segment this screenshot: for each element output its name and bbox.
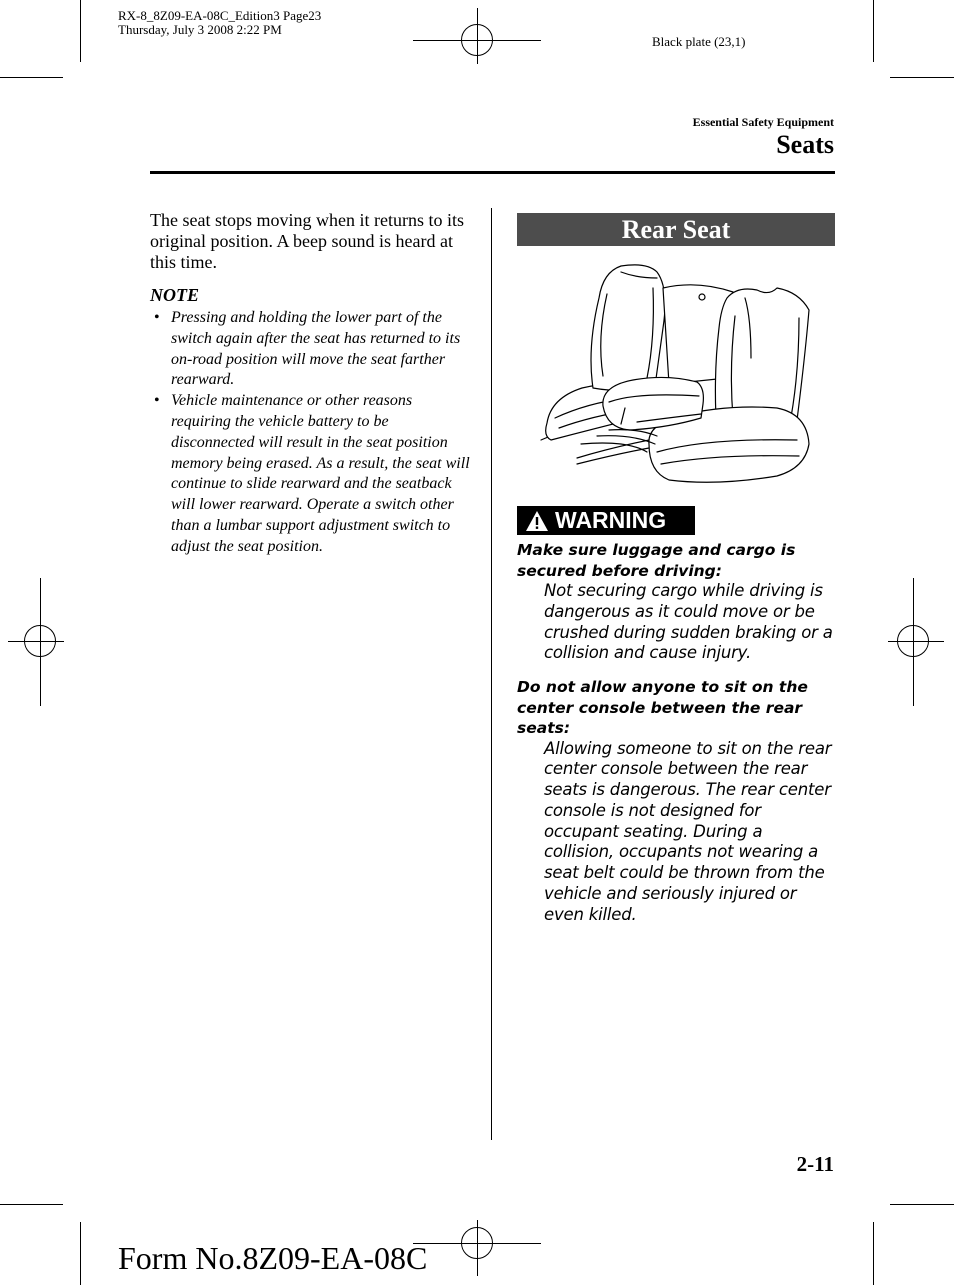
print-file-line: RX-8_8Z09-EA-08C_Edition3 Page23	[118, 8, 322, 23]
warning-triangle-icon	[525, 510, 549, 532]
warning-label: WARNING	[555, 507, 667, 533]
warning-item	[517, 677, 837, 926]
print-date-line: Thursday, July 3 2008 2:22 PM	[118, 22, 282, 37]
warning-title: Do not allow anyone to sit on the center console between the rear seats:	[517, 678, 808, 737]
page-number: 2-11	[796, 1152, 834, 1176]
rear-seat-illustration	[537, 258, 813, 494]
note-heading: NOTE	[150, 285, 199, 305]
warning-item	[517, 540, 837, 664]
plate-label: Black plate (23,1)	[652, 34, 746, 49]
left-column	[150, 210, 470, 558]
crop-mark	[80, 1222, 81, 1285]
crop-mark	[873, 0, 874, 62]
crop-mark	[873, 1222, 874, 1285]
crop-mark	[890, 77, 954, 78]
note-list	[150, 308, 470, 558]
crop-mark	[80, 0, 81, 62]
section-label: Essential Safety Equipment	[692, 115, 834, 129]
page-title: Seats	[776, 130, 834, 159]
crop-mark	[890, 1204, 954, 1205]
list-item: • Vehicle maintenance or other reasons requiring the vehicle battery to be disconnected will result in the seat position memory being erased. As a result, the seat will continue to slide rearward and the seatback will lower rearward. Operate a switch other than a lumbar support adjustment switch to adjust the seat position.	[150, 391, 470, 557]
form-number: Form No.8Z09-EA-08C	[118, 1240, 428, 1276]
warning-title: Make sure luggage and cargo is secured before driving:	[517, 541, 796, 580]
warning-text: Not securing cargo while driving is dangerous as it could move or be crushed during sudden braking or a collision and cause injury.	[544, 581, 833, 663]
warning-badge	[517, 506, 695, 535]
column-divider	[491, 208, 492, 1140]
intro-paragraph: The seat stops moving when it returns to its original position. A beep sound is heard at this time.	[150, 210, 464, 272]
header-rule	[150, 171, 835, 174]
section-heading: Rear Seat	[517, 213, 835, 246]
warning-text: Allowing someone to sit on the rear center console between the rear seats is dangerous. The rear center console is not designed for occupant seating. During a collision, occupants not wearing a seat belt could be thrown from the vehicle and seriously injured or even killed.	[544, 738, 832, 924]
crop-mark	[0, 1204, 63, 1205]
list-item: • Pressing and holding the lower part of the switch again after the seat has returned to its on-road position will move the seat farther rearward.	[150, 308, 470, 391]
crop-mark	[0, 77, 63, 78]
